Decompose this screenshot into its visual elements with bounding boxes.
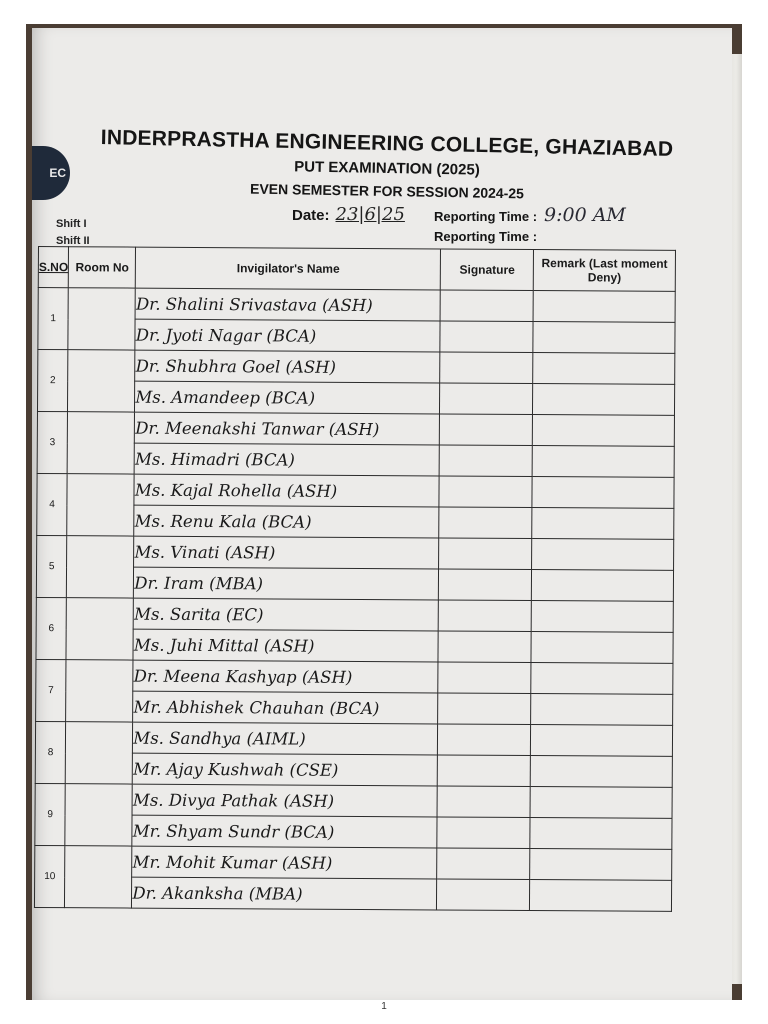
invigilator-name: Ms. Kajal Rohella (ASH) xyxy=(134,474,439,507)
room-no-cell xyxy=(66,598,133,660)
remark-cell[interactable] xyxy=(533,353,675,385)
serial-number: 7 xyxy=(36,659,67,721)
semester-title: EVEN SEMESTER FOR SESSION 2024-25 xyxy=(249,180,525,202)
room-no-cell xyxy=(67,412,134,474)
remark-cell[interactable] xyxy=(531,663,673,695)
invigilator-table xyxy=(34,246,676,912)
room-no-cell xyxy=(68,288,135,350)
serial-number: 1 xyxy=(38,288,69,350)
remark-cell[interactable] xyxy=(530,880,672,912)
invigilator-name: Mr. Shyam Sundr (BCA) xyxy=(132,815,437,848)
date-label: Date: xyxy=(292,207,330,224)
exam-title: PUT EXAMINATION (2025) xyxy=(294,158,480,179)
signature-cell[interactable] xyxy=(440,383,533,415)
serial-number: 6 xyxy=(36,597,67,659)
table-row xyxy=(37,473,674,508)
invigilator-name: Dr. Iram (MBA) xyxy=(134,567,439,600)
table-body xyxy=(34,288,675,912)
signature-cell[interactable] xyxy=(440,414,533,446)
signature-cell[interactable] xyxy=(440,290,533,322)
signature-cell[interactable] xyxy=(438,693,531,725)
header-room-no: Room No xyxy=(69,247,136,288)
college-name: INDERPRASTHA ENGINEERING COLLEGE, GHAZIABAD xyxy=(100,126,674,161)
room-no-cell xyxy=(67,474,134,536)
table-row xyxy=(35,721,672,756)
serial-number: 10 xyxy=(34,845,65,907)
signature-cell[interactable] xyxy=(437,879,530,911)
table-row xyxy=(36,597,673,632)
table-row xyxy=(35,783,672,818)
remark-cell[interactable] xyxy=(531,725,673,757)
remark-cell[interactable] xyxy=(532,508,674,540)
reporting-time-label-2: Reporting Time : xyxy=(434,229,538,244)
document-photo xyxy=(26,24,742,1000)
table-row xyxy=(35,845,672,880)
remark-cell[interactable] xyxy=(531,694,673,726)
signature-cell[interactable] xyxy=(437,786,530,818)
header-signature: Signature xyxy=(441,249,534,291)
table-header-row xyxy=(38,247,675,292)
reporting-time-label-1: Reporting Time : xyxy=(434,209,538,224)
remark-cell[interactable] xyxy=(531,601,673,633)
room-no-cell xyxy=(68,350,135,412)
remark-cell[interactable] xyxy=(530,787,672,819)
room-no-cell xyxy=(65,846,132,908)
signature-cell[interactable] xyxy=(437,848,530,880)
invigilator-name: Dr. Meena Kashyap (ASH) xyxy=(133,660,438,693)
signature-cell[interactable] xyxy=(438,724,531,756)
invigilator-name: Ms. Sarita (EC) xyxy=(134,598,439,631)
room-no-cell xyxy=(65,784,132,846)
remark-cell[interactable] xyxy=(533,322,675,354)
table-row xyxy=(37,411,674,446)
signature-cell[interactable] xyxy=(438,631,531,663)
remark-cell[interactable] xyxy=(532,477,674,509)
invigilator-name: Ms. Himadri (BCA) xyxy=(134,443,439,476)
signature-cell[interactable] xyxy=(438,662,531,694)
serial-number: 3 xyxy=(37,411,68,473)
table-row xyxy=(36,659,673,694)
remark-cell[interactable] xyxy=(531,756,673,788)
serial-number: 8 xyxy=(35,721,66,783)
table-row xyxy=(38,288,675,323)
signature-cell[interactable] xyxy=(438,755,531,787)
header-invigilator-name: Invigilator's Name xyxy=(136,247,441,290)
invigilator-name: Ms. Divya Pathak (ASH) xyxy=(132,784,437,817)
signature-cell[interactable] xyxy=(437,817,530,849)
serial-number: 2 xyxy=(37,350,68,412)
invigilator-name: Dr. Akanksha (MBA) xyxy=(132,877,437,910)
invigilator-name: Dr. Meenakshi Tanwar (ASH) xyxy=(135,412,440,445)
header-sno: S.NO xyxy=(38,247,69,288)
date-value: 23|6|25 xyxy=(335,204,405,225)
college-logo-text: EC xyxy=(49,166,66,180)
serial-number: 5 xyxy=(36,535,67,597)
roster-sheet xyxy=(32,28,732,1000)
room-no-cell xyxy=(66,722,133,784)
date-row xyxy=(292,204,405,225)
page-number: 1 xyxy=(381,1001,387,1012)
shift-2-label: Shift II xyxy=(56,235,90,247)
invigilator-name: Ms. Sandhya (AIML) xyxy=(133,722,438,755)
signature-cell[interactable] xyxy=(440,352,533,384)
signature-cell[interactable] xyxy=(440,321,533,353)
invigilator-name: Dr. Jyoti Nagar (BCA) xyxy=(135,319,440,352)
room-no-cell xyxy=(66,660,133,722)
remark-cell[interactable] xyxy=(533,415,675,447)
signature-cell[interactable] xyxy=(439,538,532,570)
header-remark: Remark (Last moment Deny) xyxy=(534,250,676,292)
remark-cell[interactable] xyxy=(532,539,674,571)
invigilator-name: Ms. Amandeep (BCA) xyxy=(135,381,440,414)
reporting-time-value-1: 9:00 AM xyxy=(544,204,626,226)
serial-number: 9 xyxy=(35,783,66,845)
remark-cell[interactable] xyxy=(533,291,675,323)
invigilator-name: Ms. Juhi Mittal (ASH) xyxy=(133,629,438,662)
remark-cell[interactable] xyxy=(532,570,674,602)
college-logo-icon xyxy=(32,146,70,200)
signature-cell[interactable] xyxy=(439,445,532,477)
remark-cell[interactable] xyxy=(532,446,674,478)
invigilator-name: Mr. Ajay Kushwah (CSE) xyxy=(133,753,438,786)
invigilator-name: Mr. Abhishek Chauhan (BCA) xyxy=(133,691,438,724)
remark-cell[interactable] xyxy=(533,384,675,416)
invigilator-name: Ms. Vinati (ASH) xyxy=(134,536,439,569)
signature-cell[interactable] xyxy=(439,507,532,539)
invigilator-name: Dr. Shalini Srivastava (ASH) xyxy=(135,288,440,321)
table-row xyxy=(38,350,675,385)
signature-cell[interactable] xyxy=(438,600,531,632)
remark-cell[interactable] xyxy=(530,818,672,850)
remark-cell[interactable] xyxy=(530,849,672,881)
invigilator-name: Dr. Shubhra Goel (ASH) xyxy=(135,350,440,383)
table-row xyxy=(37,535,674,570)
serial-number: 4 xyxy=(37,473,68,535)
remark-cell[interactable] xyxy=(531,632,673,664)
invigilator-name: Mr. Mohit Kumar (ASH) xyxy=(132,846,437,879)
signature-cell[interactable] xyxy=(439,476,532,508)
room-no-cell xyxy=(67,536,134,598)
shift-1-label: Shift I xyxy=(56,218,87,230)
invigilator-name: Ms. Renu Kala (BCA) xyxy=(134,505,439,538)
signature-cell[interactable] xyxy=(439,569,532,601)
